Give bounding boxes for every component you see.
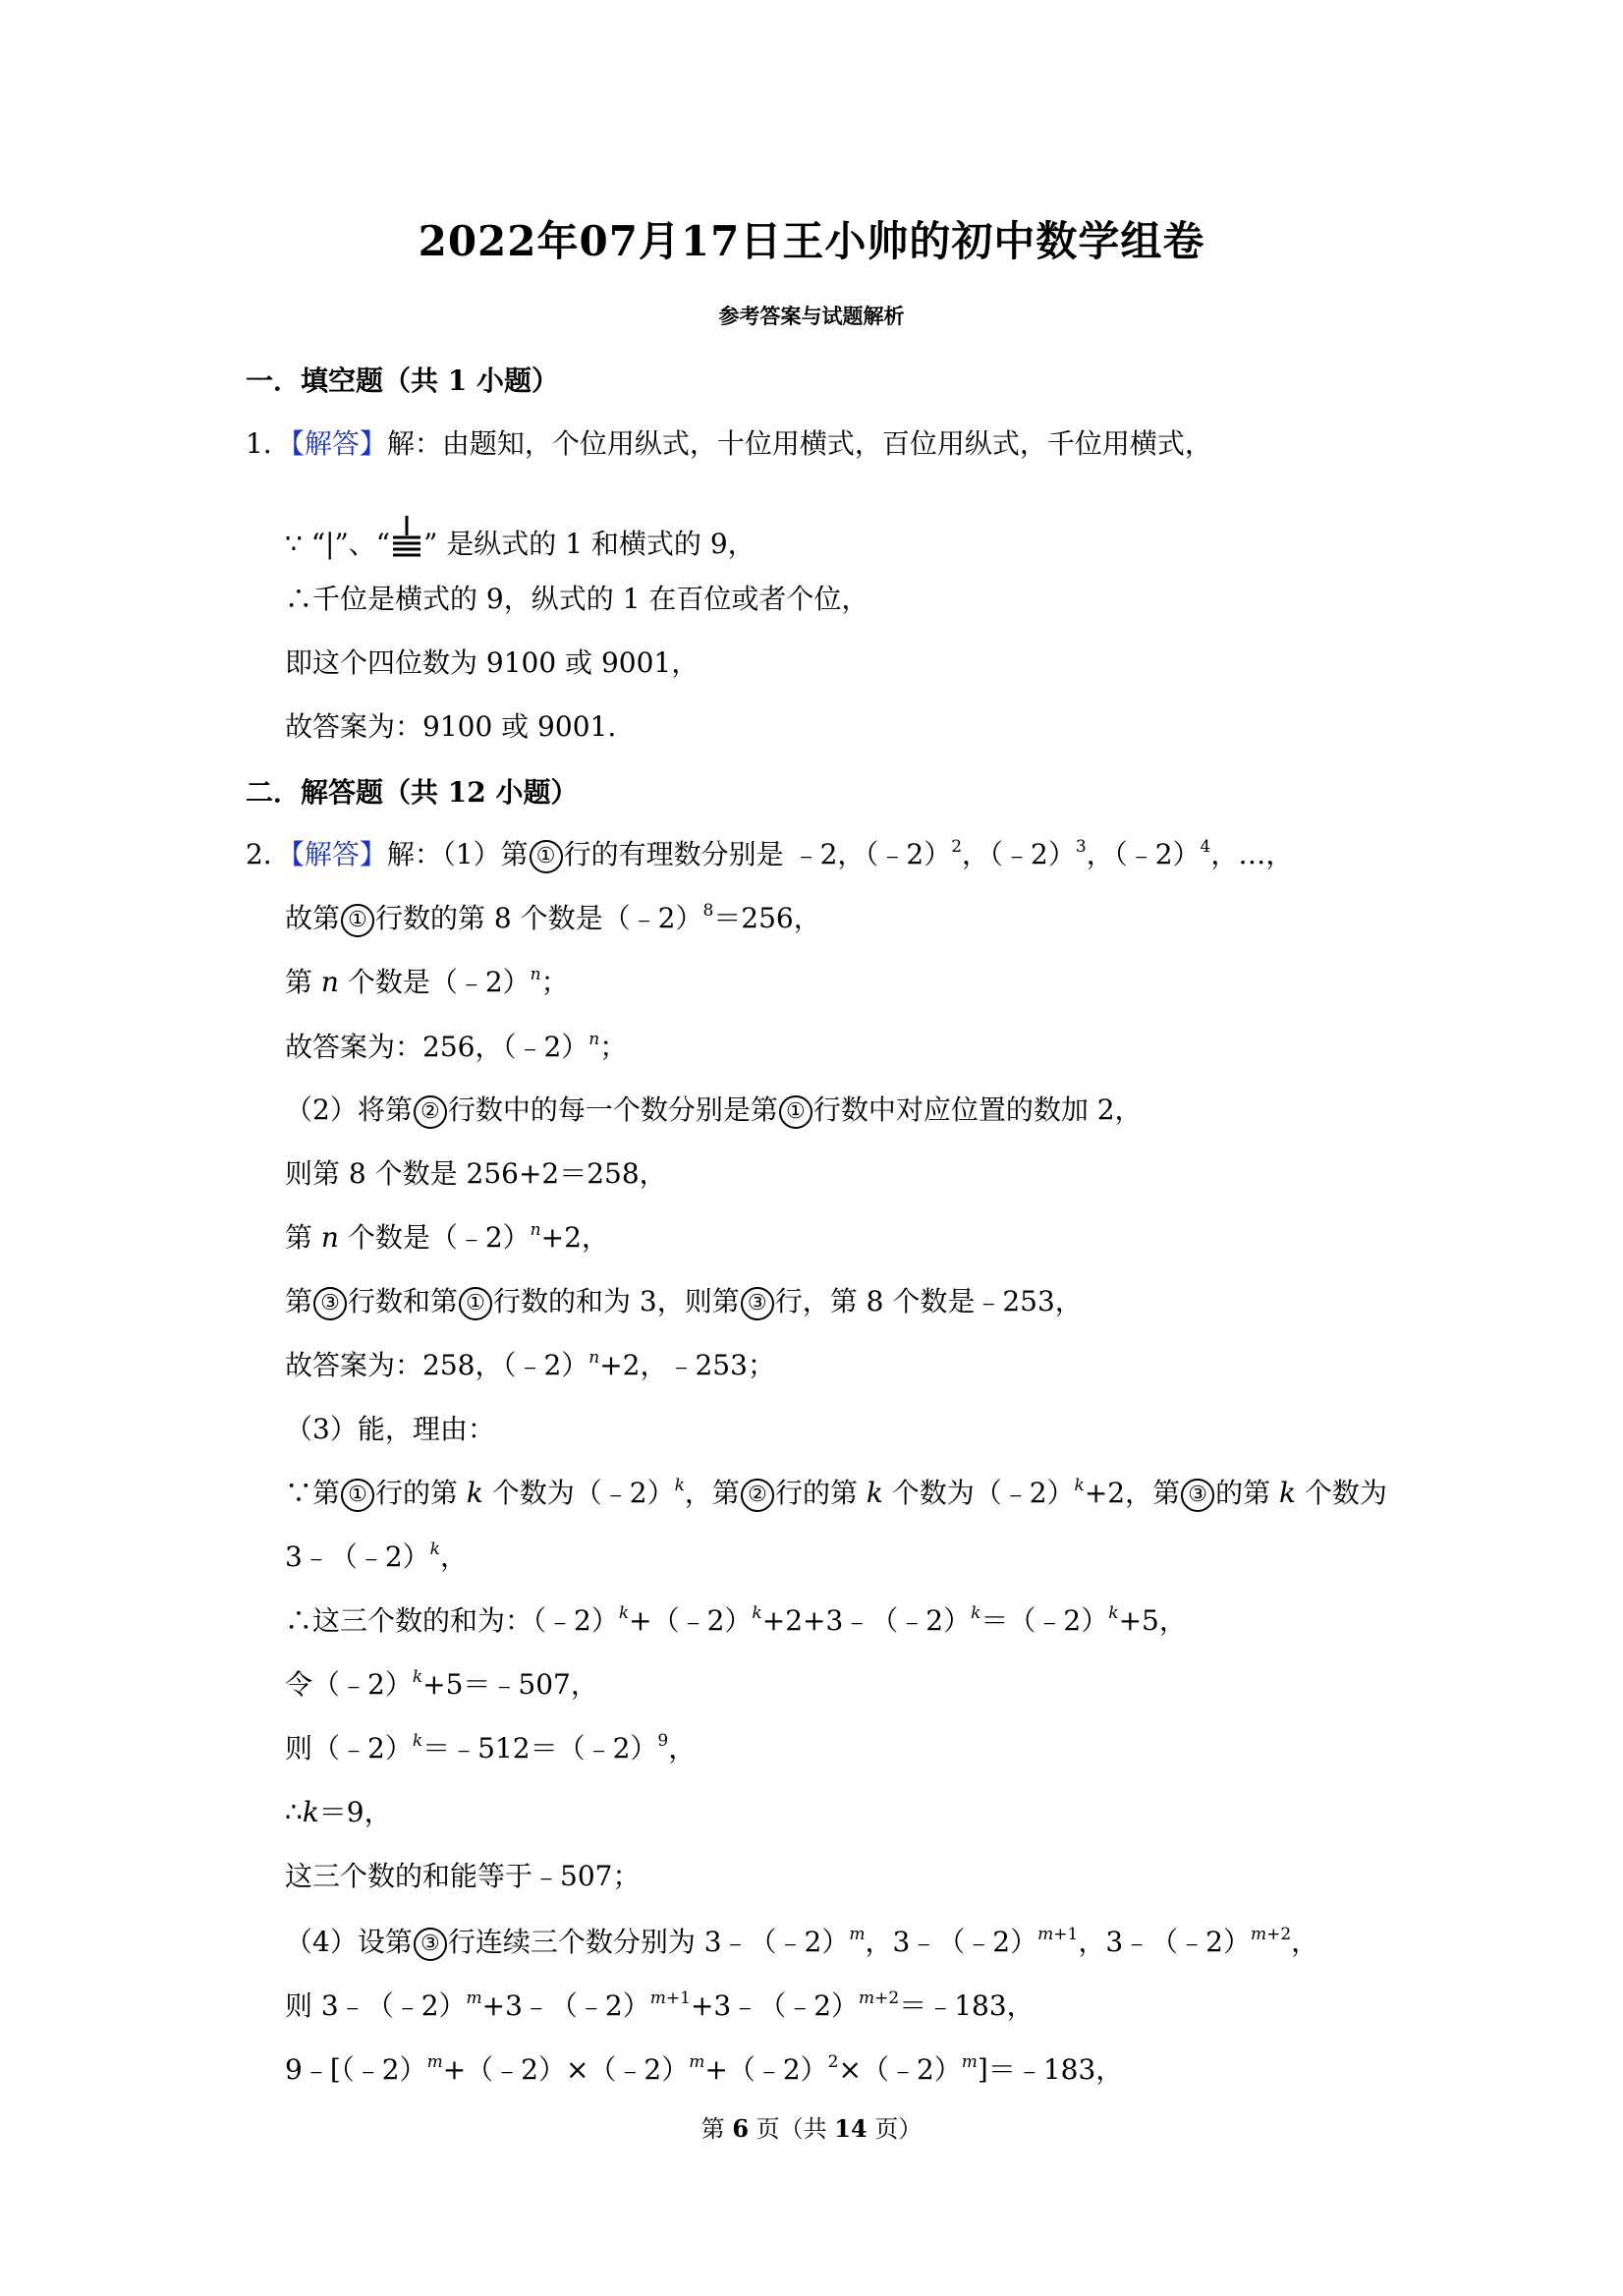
- q2-line-7: 第 n 个数是（﹣2）$^n$+2，: [285, 1220, 609, 1254]
- q1-line-4: 即这个四位数为 9100 或 9001，: [285, 646, 700, 679]
- q2-line-19: 则 3﹣（﹣2）$^m$+3﹣（﹣2）$^{m+1}$+3﹣（﹣2）$^{m+2}$＝﹣183，: [285, 1988, 1035, 2022]
- q2-line-6: 则第 8 个数是 256+2＝258，: [285, 1157, 667, 1190]
- q2-line-5: （2）将第 ② 行数中的每一个数分别是第 ① 行数中对应位置的数加 2，: [285, 1091, 1143, 1130]
- q2-line-3: 第 n 个数是（﹣2）$^n$；: [285, 965, 569, 998]
- q2-line-4: 故答案为：256，（﹣2）$^n$；: [285, 1030, 628, 1063]
- q1-line-3: ∴千位是横式的 9，纵式的 1 在百位或者个位，: [285, 583, 869, 615]
- q2-line-18: （4）设第 ③ 行连续三个数分别为 3﹣（﹣2）$^m$，3﹣（﹣2）$^{m+1}$，3﹣（﹣2）$^{m+2}$，: [285, 1923, 1318, 1962]
- q2-line-20: 9﹣[（﹣2）$^m$+（﹣2）×（﹣2）$^m$+（﹣2）$^2$×（﹣2）$^m$]＝﹣183，: [285, 2052, 1124, 2086]
- page-subtitle: 参考答案与试题解析: [718, 304, 905, 328]
- q1-line-1: 1．【解答】解：由题知，个位用纵式，十位用横式，百位用纵式，千位用横式，: [246, 427, 1212, 460]
- q2-line-8: 第 ③ 行数和第 ① 行数的和为 3，则第 ③ 行，第 8 个数是﹣253，: [285, 1282, 1083, 1321]
- q2-line-2: 故第 ① 行数的第 8 个数是（﹣2）$^8$＝256，: [285, 899, 821, 938]
- q2-line-12: 3﹣（﹣2）$^k$，: [285, 1540, 468, 1573]
- q2-line-13: ∴这三个数的和为：（﹣2）$^k$+（﹣2）$^k$+2+3﹣（﹣2）$^k$＝（﹣2）$^k$+5，: [285, 1603, 1187, 1637]
- q2-line-17: 这三个数的和能等于﹣507；: [285, 1860, 641, 1892]
- section-heading-solutions: 二．解答题（共 12 小题）: [246, 776, 579, 809]
- q1-line-2: ∵ “|”、“ ” 是纵式的 1 和横式的 9，: [285, 516, 756, 564]
- q2-line-9: 故答案为：258，（﹣2）$^n$+2，﹣253；: [285, 1348, 775, 1381]
- q2-line-1: 2．【解答】解：（1）第 ① 行的有理数分别是 ﹣2，（﹣2）$^2$，（﹣2）$^3$，（﹣2）$^4$，…，: [246, 835, 1293, 874]
- section-heading-fill-blank: 一．填空题（共 1 小题）: [246, 364, 559, 397]
- q2-answer-tag: 【解答】: [290, 838, 387, 870]
- page-footer: 第 6 页（共 14 页）: [700, 2114, 923, 2143]
- q2-line-11: ∵第 ① 行的第 k 个数为（﹣2）$^k$，第 ② 行的第 k 个数为（﹣2）$^k$+2，第 ③ 的第 k 个数为: [285, 1474, 1387, 1513]
- q2-line-10: （3）能，理由：: [285, 1413, 495, 1445]
- page-total: 14: [834, 2114, 867, 2143]
- q2-line-15: 则（﹣2）$^k$＝﹣512＝（﹣2）$^9$，: [285, 1731, 697, 1764]
- q2-line-14: 令（﹣2）$^k$+5＝﹣507，: [285, 1667, 598, 1701]
- q1-line-5: 故答案为：9100 或 9001.: [285, 710, 617, 743]
- q2-number: 2．: [246, 838, 291, 870]
- page-title: 2022年07月17日王小帅的初中数学组卷: [418, 217, 1205, 265]
- page-number: 6: [732, 2114, 750, 2143]
- q1-number: 1．: [246, 427, 291, 460]
- rod-numeral-nine-icon: [390, 516, 423, 557]
- q2-line-16: ∴k＝9，: [285, 1796, 392, 1828]
- q1-answer-tag: 【解答】: [290, 427, 387, 460]
